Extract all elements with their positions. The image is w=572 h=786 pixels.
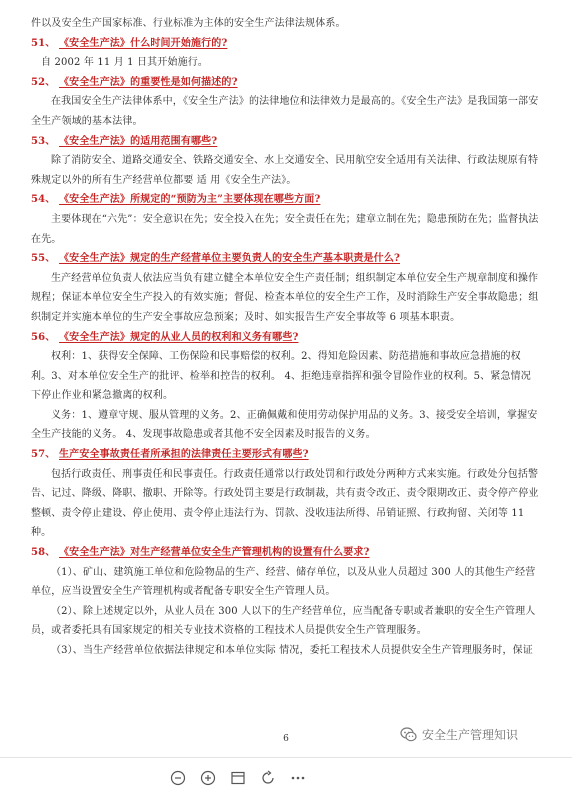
question-heading [31, 190, 539, 210]
question-number: 54、 [31, 194, 56, 206]
answer-paragraph: 除了消防安全、道路交通安全、铁路交通安全、水上交通安全、民用航空安全适用有关法律、行政法规原有特殊规定以外的所有生产经营单位都要 适 用《安全生产法》。 [31, 155, 539, 186]
question-text: 《安全生产法》的适用范围有哪些? [59, 135, 218, 147]
answer-paragraph: 权利：1、获得安全保障、工伤保险和民事赔偿的权利。2、得知危险因素、防范措施和事故应急措施的权利。3、对本单位安全生产的批评、检举和控告的权利。 4、拒绝违章指挥和强令冒险作业的权利。5、紧急情况下停止作业和紧急撤离的权利。 [31, 351, 531, 402]
question-number: 56、 [31, 331, 56, 343]
zoom-in-icon[interactable] [200, 770, 216, 786]
question-number: 53、 [31, 135, 56, 147]
fit-page-icon[interactable] [230, 770, 246, 786]
page-number: 6 [283, 734, 289, 744]
answer-paragraph: 义务：1、遵章守规、服从管理的义务。2、正确佩戴和使用劳动保护用品的义务。3、接受安全培训，掌握安全生产技能的义务。 4、发现事故隐患或者其他不安全因素及时报告的义务。 [31, 409, 538, 441]
answer-paragraph: 自 2002 年 11 月 1 日其开始施行。 [41, 57, 209, 69]
question-number: 57、 [31, 449, 56, 461]
question-heading [31, 34, 539, 54]
paragraph-continuation: 件以及安全生产国家标准、行业标准为主体的安全生产法律法规体系。 [31, 18, 346, 29]
question-heading [31, 249, 539, 269]
question-number: 58、 [31, 547, 56, 559]
answer-paragraph: （2）、除上述规定以外，从业人员在 300 人以下的生产经营单位，应当配备专职或者兼职的安全生产管理人员，或者委托具有国家规定的相关专业技术资格的工程技术人员提供安全生产管理服务。 [31, 605, 536, 637]
answer-paragraph: 包括行政责任、刑事责任和民事责任。行政责任通常以行政处罚和行政处分两种方式来实施。行政处分包括警告、记过、降级、降职、撤职、开除等。行政处罚主要是行政制裁，共有责令改正、责令限期改正、责令停产停业整顿、责令停止建设、停止使用、责令停止违法行为、罚款、没收违法所得、吊销证照、行政拘留、关闭等 11 种。 [31, 468, 539, 539]
zoom-out-icon[interactable] [170, 770, 186, 786]
question-heading [31, 445, 539, 465]
wechat-logo-icon [400, 726, 417, 743]
question-heading [31, 132, 539, 152]
more-icon[interactable] [290, 770, 306, 786]
question-text: 《安全生产法》对生产经营单位安全生产管理机构的设置有什么要求? [59, 547, 370, 559]
answer-paragraph: （1）、矿山、建筑施工单位和危险物品的生产、经营、储存单位，以及从业人员超过 300 人的其他生产经营单位，应当设置安全生产管理机构或者配备专职安全生产管理人员。 [31, 566, 536, 598]
question-text: 《安全生产法》所规定的“预防为主”主要体现在哪些方面? [59, 194, 321, 206]
answer-paragraph: 主要体现在“六先”：安全意识在先；安全投入在先；安全责任在先；建章立制在先；隐患预防在先；监督执法在先。 [31, 213, 539, 245]
question-text: 《安全生产法》规定的生产经营单位主要负责人的安全生产基本职责是什么? [59, 253, 400, 265]
answer-paragraph: 在我国安全生产法律体系中，《安全生产法》的法律地位和法律效力是最高的。《安全生产法》是我国第一部安全生产领域的基本法律。 [31, 96, 539, 127]
divider [0, 757, 572, 758]
rotate-icon[interactable] [260, 770, 276, 786]
answer-paragraph: （3）、当生产经营单位依据法律规定和本单位实际 情况，委托工程技术人员提供安全生产管理服务时，保证 [51, 645, 533, 656]
question-number: 55、 [31, 253, 56, 265]
question-number: 52、 [31, 76, 56, 88]
question-text: 《安全生产法》什么时间开始施行的? [59, 37, 228, 49]
question-heading [31, 543, 539, 563]
watermark-text: 安全生产管理知识 [422, 727, 519, 742]
question-number: 51、 [31, 37, 56, 49]
question-heading [31, 328, 539, 348]
document-body [31, 14, 539, 661]
answer-paragraph: 生产经营单位负责人依法应当负有建立健全本单位安全生产责任制；组织制定本单位安全生产规章制度和操作规程；保证本单位安全生产投入的有效实施；督促、检查本单位的安全生产工作，及时消除生产安全事故隐患；组织制定并实施本单位的生产安全事故应急预案；及时、如实报告生产安全事故等 6 项基本职责。 [31, 272, 539, 323]
question-text: 《安全生产法》的重要性是如何描述的? [59, 76, 238, 88]
watermark [400, 724, 518, 744]
viewer-toolbar [170, 770, 306, 786]
question-text: 《安全生产法》规定的从业人员的权利和义务有哪些? [59, 331, 299, 343]
question-heading [31, 73, 539, 93]
question-text: 生产安全事故责任者所承担的法律责任主要形式有哪些? [59, 449, 309, 461]
